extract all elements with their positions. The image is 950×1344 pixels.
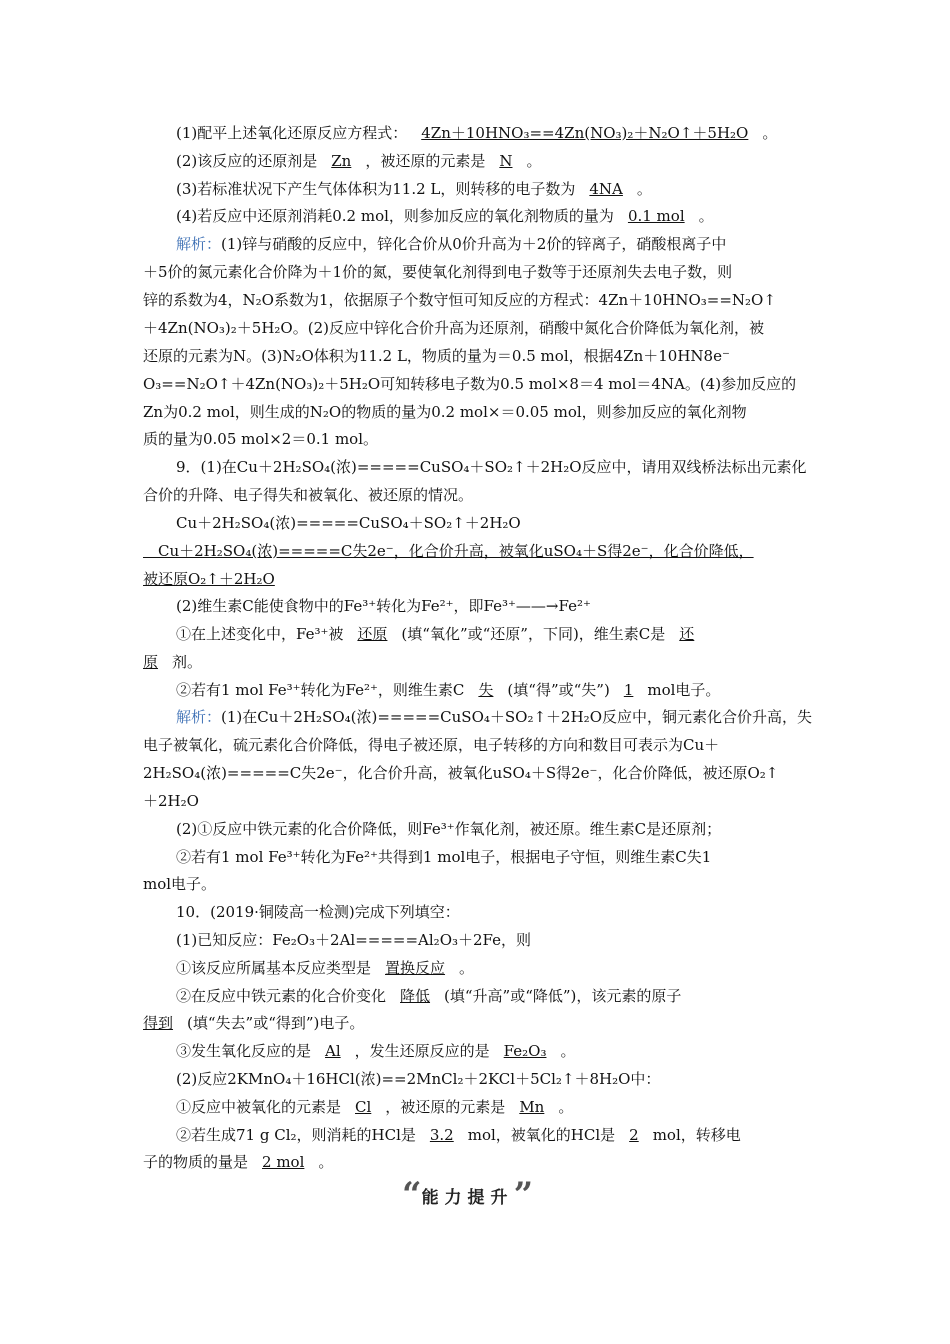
question-text: (4)若反应中还原剂消耗0.2 mol，则参加反应的氧化剂物质的量为	[176, 207, 614, 225]
question-text: 。	[762, 124, 778, 142]
question-text: 。	[560, 1042, 576, 1060]
question-text: (3)若标准状况下产生气体体积为11.2 L，则转移的电子数为	[176, 180, 576, 198]
question-text: (填“得”或“失”)	[507, 681, 610, 699]
analysis-line: O₃==N₂O↑＋4Zn(NO₃)₂＋5H₂O可知转移电子数为0.5 mol×8＝4 mol＝4NA。(4)参加反应的	[143, 375, 797, 393]
analysis-line: 电子被氧化，硫元素化合价降低，得电子被还原，电子转移的方向和数目可表示为Cu＋	[143, 736, 720, 754]
question-text: ①反应中被氧化的元素是	[176, 1098, 342, 1116]
answer-blank: 4NA	[589, 180, 623, 198]
question-line	[176, 1039, 813, 1063]
question-text: (填“升高”或“降低”)，该元素的原子	[444, 987, 682, 1005]
analysis-line: 质的量为0.05 mol×2＝0.1 mol。	[143, 430, 379, 448]
answer-blank: Zn	[331, 152, 352, 170]
answer-blank: 原	[143, 653, 159, 671]
question-text: ②若有1 mol Fe³⁺转化为Fe²⁺，则维生素C	[176, 681, 465, 699]
analysis-line: ＋5价的氮元素化合价降为＋1价的氮，要使氧化剂得到电子数等于还原剂失去电子数，则	[143, 263, 733, 281]
question-text: 。	[459, 959, 475, 977]
question-text: ①该反应所属基本反应类型是	[176, 959, 372, 977]
question-text: mol，被氧化的HCl是	[467, 1126, 616, 1144]
analysis-line: ＋4Zn(NO₃)₂＋5H₂O。(2)反应中锌化合价升高为还原剂，硝酸中氮化合价降低为氧化剂，被	[143, 319, 764, 337]
question-line	[176, 956, 813, 980]
question-line: (2)反应2KMnO₄＋16HCl(浓)==2MnCl₂＋2KCl＋5Cl₂↑＋8H₂O中：	[176, 1070, 661, 1088]
answer-blank: 2	[629, 1126, 639, 1144]
answer-blank: 0.1 mol	[627, 207, 685, 225]
question-line: (1)已知反应：Fe₂O₃＋2Al=====Al₂O₃＋2Fe，则	[176, 931, 532, 949]
answer-line: Cu＋2H₂SO₄(浓)=====C失2e⁻，化合价升高，被氧化uSO₄＋S得2e⁻，化合价降低，	[143, 542, 754, 560]
answer-blank: 还	[679, 625, 695, 643]
equation-line: Cu＋2H₂SO₄(浓)=====CuSO₄＋SO₂↑＋2H₂O	[176, 514, 521, 532]
analysis-line: ②若有1 mol Fe³⁺转化为Fe²⁺共得到1 mol电子，根据电子守恒，则维生素C失1	[176, 848, 712, 866]
answer-blank: Al	[325, 1042, 341, 1060]
question-text: ，发生还原反应的是	[354, 1042, 490, 1060]
answer-blank: 置换反应	[385, 959, 446, 977]
answer-blank: Fe₂O₃	[503, 1042, 547, 1060]
question-text: ，被还原的元素是	[385, 1098, 506, 1116]
question-text: ②若生成71 g Cl₂，则消耗的HCl是	[176, 1126, 416, 1144]
question-text: 。	[636, 180, 652, 198]
question-text: ，被还原的元素是	[365, 152, 486, 170]
question-text: 。	[318, 1153, 334, 1171]
question-text: mol，转移电	[652, 1126, 741, 1144]
question-line: (2)维生素C能使食物中的Fe³⁺转化为Fe²⁺，即Fe³⁺——→Fe²⁺	[176, 597, 591, 615]
analysis-line: ＋2H₂O	[143, 792, 199, 810]
answer-blank: 还原	[357, 625, 388, 643]
analysis-line: 锌的系数为4，N₂O系数为1，依据原子个数守恒可知反应的方程式：4Zn＋10HNO₃==N₂O↑	[143, 291, 776, 309]
analysis-text: (1)在Cu＋2H₂SO₄(浓)=====CuSO₄＋SO₂↑＋2H₂O反应中，铜元素化合价升高，失	[221, 708, 812, 726]
question-text: ①在上述变化中，Fe³⁺被	[176, 625, 344, 643]
question-text: 。	[526, 152, 542, 170]
question-line	[143, 1150, 813, 1174]
answer-blank	[681, 987, 695, 1005]
close-quote-icon: ”	[513, 1175, 534, 1215]
analysis-line	[176, 705, 813, 729]
answer-blank: N	[499, 152, 513, 170]
question-text: (2)该反应的还原剂是	[176, 152, 318, 170]
question-line	[176, 149, 813, 173]
analysis-line: 2H₂SO₄(浓)=====C失2e⁻，化合价升高，被氧化uSO₄＋S得2e⁻，化合价降低，被还原O₂↑	[143, 764, 779, 782]
question-text: ②在反应中铁元素的化合价变化	[176, 987, 387, 1005]
open-quote-icon: “	[402, 1175, 422, 1215]
question-line	[176, 984, 813, 1008]
answer-blank: 3.2	[429, 1126, 454, 1144]
question-line: 10．(2019·铜陵高一检测)完成下列填空：	[176, 903, 460, 921]
question-text: (1)配平上述氧化还原反应方程式：	[176, 124, 408, 142]
analysis-text: (1)锌与硝酸的反应中，锌化合价从0价升高为＋2价的锌离子，硝酸根离子中	[221, 235, 727, 253]
question-line	[143, 650, 813, 674]
question-text: ③发生氧化反应的是	[176, 1042, 312, 1060]
question-text: (填“失去”或“得到”)电子。	[187, 1014, 365, 1032]
answer-blank: Cl	[355, 1098, 372, 1116]
answer-blank: 得到	[143, 1014, 174, 1032]
question-text: 。	[698, 207, 714, 225]
answer-blank: 降低	[400, 987, 431, 1005]
analysis-line	[176, 232, 813, 256]
question-line	[143, 1011, 813, 1035]
analysis-line: (2)①反应中铁元素的化合价降低，则Fe³⁺作氧化剂，被还原。维生素C是还原剂；	[176, 820, 722, 838]
section-banner	[402, 1175, 534, 1215]
question-line	[176, 121, 813, 145]
question-text: mol电子。	[647, 681, 721, 699]
analysis-line: Zn为0.2 mol，则生成的N₂O的物质的量为0.2 mol×＝0.05 mol，则参加反应的氧化剂物	[143, 403, 747, 421]
question-text: (填“氧化”或“还原”，下同)，维生素C是	[401, 625, 666, 643]
question-line	[176, 1095, 813, 1119]
question-text: 剂。	[172, 653, 203, 671]
question-line	[176, 678, 813, 702]
question-line	[176, 177, 813, 201]
question-line	[176, 1123, 813, 1147]
section-title: 能力提升	[421, 1187, 514, 1208]
answer-blank: 2 mol	[262, 1153, 305, 1171]
answer-blank: Mn	[519, 1098, 545, 1116]
question-text: 子的物质的量是	[143, 1153, 249, 1171]
question-line	[176, 204, 813, 228]
answer-blank: 1	[623, 681, 634, 699]
question-text: 。	[558, 1098, 574, 1116]
answer-line: 被还原O₂↑＋2H₂O	[143, 570, 275, 588]
analysis-line: mol电子。	[143, 875, 217, 893]
question-line: 9．(1)在Cu＋2H₂SO₄(浓)=====CuSO₄＋SO₂↑＋2H₂O反应中，请用双线桥法标出元素化	[176, 458, 807, 476]
answer-blank: 4Zn＋10HNO₃==4Zn(NO₃)₂＋N₂O↑＋5H₂O	[421, 124, 749, 142]
analysis-label: 解析：	[176, 235, 222, 253]
analysis-label: 解析：	[176, 708, 222, 726]
question-line	[176, 622, 813, 646]
answer-blank: 失	[478, 681, 494, 699]
question-line: 合价的升降、电子得失和被氧化、被还原的情况。	[143, 486, 474, 504]
analysis-line: 还原的元素为N。(3)N₂O体积为11.2 L，物质的量为＝0.5 mol，根据4Zn＋10HN8e⁻	[143, 347, 730, 365]
